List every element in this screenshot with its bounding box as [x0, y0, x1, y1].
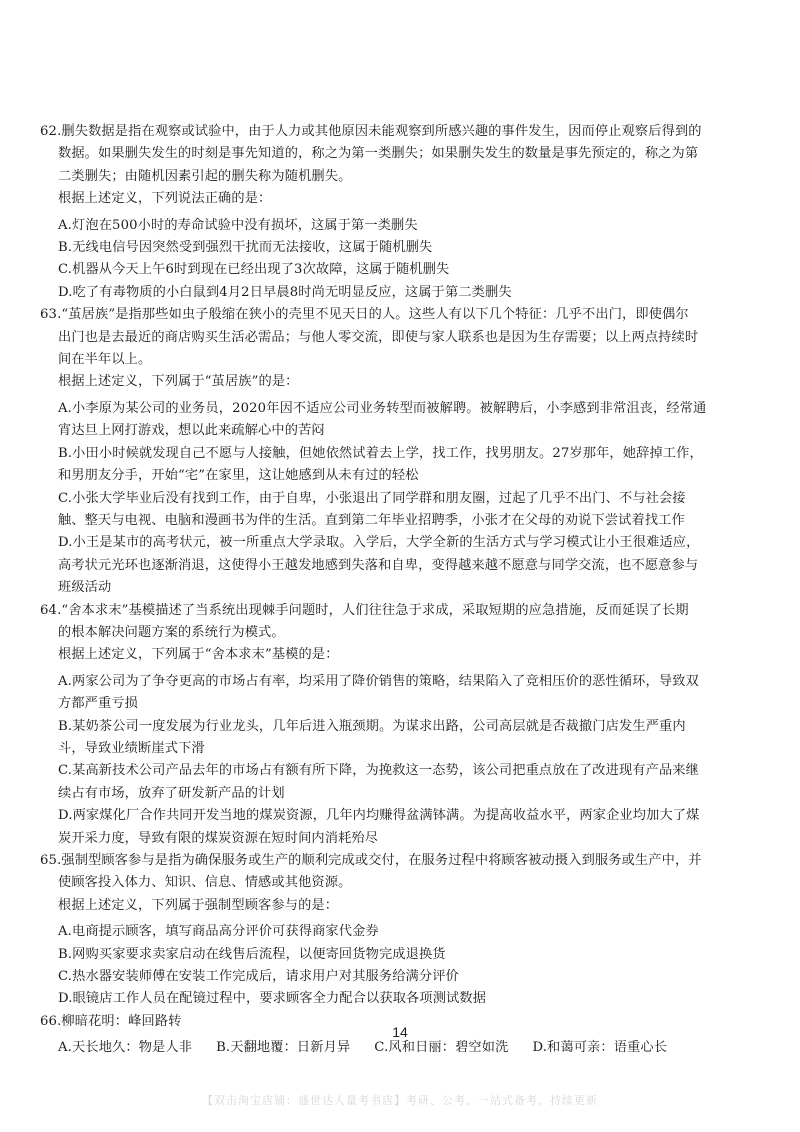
question-63-option-d-cont: 高考状元光环也逐渐消退，这使得小王越发地感到失落和自卑，变得越来越不愿意与同学交流，也不愿意参与 [58, 557, 699, 573]
question-63-option-d-cont: 班级活动 [58, 580, 112, 596]
question-62-option-a: A.灯泡在500小时的寿命试验中没有损坏，这属于第一类删失 [58, 217, 418, 233]
question-66-options [40, 1037, 752, 1059]
page-number: 14 [392, 1024, 408, 1040]
question-64-option-d: D.两家煤化厂合作共同开发当地的煤炭资源，几年内均赚得盆满钵满。为提高收益水平，两家企业均加大了煤 [58, 808, 700, 824]
question-66-stem: 66.柳暗花明：峰回路转 [40, 1013, 182, 1029]
watermark: 【双击淘宝店铺：盛世达人量考书店】考研、公考、一站式备考，持续更新 [202, 1094, 598, 1107]
question-63-prompt: 根据上述定义，下列属于“茧居族”的是： [58, 374, 299, 390]
question-65-option-b: B.网购买家要求卖家启动在线售后流程，以便寄回货物完成退换货 [58, 946, 446, 962]
question-63 [40, 304, 752, 599]
question-63-option-c: C.小张大学毕业后没有找到工作，由于自卑，小张退出了同学群和朋友圈，过起了几乎不出门、不与社会接 [58, 490, 686, 506]
question-62-prompt: 根据上述定义，下列说法正确的是： [58, 191, 272, 207]
question-63-stem-line: 63.“茧居族”是指那些如虫子般缩在狭小的壳里不见天日的人。这些人有以下几个特征：几乎不出门，即使偶尔 [40, 307, 689, 323]
question-65-option-a: A.电商提示顾客，填写商品高分评价可获得商家代金券 [58, 924, 379, 940]
question-66-option-a: A.天长地久：物是人非 [58, 1040, 193, 1056]
question-65-option-d: D.眼镜店工作人员在配镜过程中，要求顾客全力配合以获取各项测试数据 [58, 991, 487, 1007]
question-65-prompt: 根据上述定义，下列属于强制型顾客参与的是： [58, 897, 339, 913]
question-63-stem-line: 间在半年以上。 [58, 352, 152, 368]
question-62-stem-line: 二类删失；由随机因素引起的删失称为随机删失。 [58, 168, 352, 184]
question-64 [40, 600, 752, 850]
question-65 [40, 850, 752, 1011]
question-64-option-a: A.两家公司为了争夺更高的市场占有率，均采用了降价销售的策略，结果陷入了竞相压价的恶性循环，导致双 [58, 673, 699, 689]
question-62-stem-line: 数据。如果删失发生的时刻是事先知道的，称之为第一类删失；如果删失发生的数量是事先预定的，称之为第 [58, 146, 699, 162]
question-66-option-d: D.和蔼可亲：语重心长 [532, 1040, 668, 1056]
question-content [40, 121, 752, 1060]
question-62-stem-line: 62.删失数据是指在观察或试验中，由于人力或其他原因未能观察到所感兴趣的事件发生，因而停止观察后得到的 [40, 124, 702, 139]
question-62 [40, 121, 752, 304]
question-66-option-b: B.天翻地覆：日新月异 [216, 1040, 351, 1056]
question-65-stem-line: 使顾客投入体力、知识、信息、情感或其他资源。 [58, 875, 352, 891]
question-64-option-c-cont: 续占有市场，放弃了研发新产品的计划 [58, 785, 285, 801]
question-62-option-c: C.机器从今天上午6时到现在已经出现了3次故障，这属于随机删失 [58, 262, 450, 278]
question-64-stem-line: 的根本解决问题方案的系统行为模式。 [58, 624, 285, 640]
question-64-option-b-cont: 斗，导致业绩断崖式下滑 [58, 740, 205, 756]
question-64-stem-line: 64.“舍本求末”基模描述了当系统出现棘手问题时，人们往往急于求成，采取短期的应急措施，反而延误了长期 [40, 602, 689, 618]
question-63-option-a: A.小李原为某公司的业务员，2020年因不适应公司业务转型而被解聘。被解聘后，小李感到非常沮丧，经常通 [58, 400, 707, 416]
question-62-option-d: D.吃了有毒物质的小白鼠到4月2日早晨8时尚无明显反应，这属于第二类删失 [58, 284, 512, 300]
question-65-stem-line: 65.强制型顾客参与是指为确保服务或生产的顺利完成或交付，在服务过程中将顾客被动摄入到服务或生产中，并 [40, 853, 702, 868]
question-63-option-b-cont: 和男朋友分手，开始“宅”在家里，这让她感到从未有过的轻松 [58, 468, 419, 484]
question-63-stem-line: 出门也是去最近的商店购买生活必需品；与他人零交流，即使与家人联系也是因为生存需要；以上两点持续时 [58, 329, 699, 345]
question-63-option-d: D.小王是某市的高考状元，被一所重点大学录取。入学后，大学全新的生活方式与学习模式让小王很难适应， [58, 535, 700, 551]
question-64-option-c: C.某高新技术公司产品去年的市场占有额有所下降，为挽救这一态势，该公司把重点放在了改进现有产品来继 [58, 763, 699, 779]
question-64-option-b: B.某奶茶公司一度发展为行业龙头，几年后进入瓶颈期。为谋求出路，公司高层就是否裁撤门店发生严重内 [58, 718, 686, 734]
question-64-option-d-cont: 炭开采力度，导致有限的煤炭资源在短时间内消耗殆尽 [58, 830, 379, 846]
question-63-option-c-cont: 触、整天与电视、电脑和漫画书为伴的生活。直到第二年毕业招聘季，小张才在父母的劝说下尝试着找工作 [58, 512, 685, 528]
question-63-option-b: B.小田小时候就发现自己不愿与人接触，但她依然试着去上学，找工作，找男朋友。27岁那年，她辞掉工作， [58, 445, 703, 461]
question-64-option-a-cont: 方都严重亏损 [58, 696, 139, 712]
question-64-prompt: 根据上述定义，下列属于“舍本求末”基模的是： [58, 647, 339, 663]
question-62-option-b: B.无线电信号因突然受到强烈干扰而无法接收，这属于随机删失 [58, 240, 433, 256]
question-63-option-a-cont: 宵达旦上网打游戏，想以此来疏解心中的苦闷 [58, 423, 325, 439]
question-65-option-c: C.热水器安装师傅在安装工作完成后，请求用户对其服务给满分评价 [58, 969, 459, 985]
question-66-option-c: C.风和日丽：碧空如洗 [374, 1040, 509, 1056]
